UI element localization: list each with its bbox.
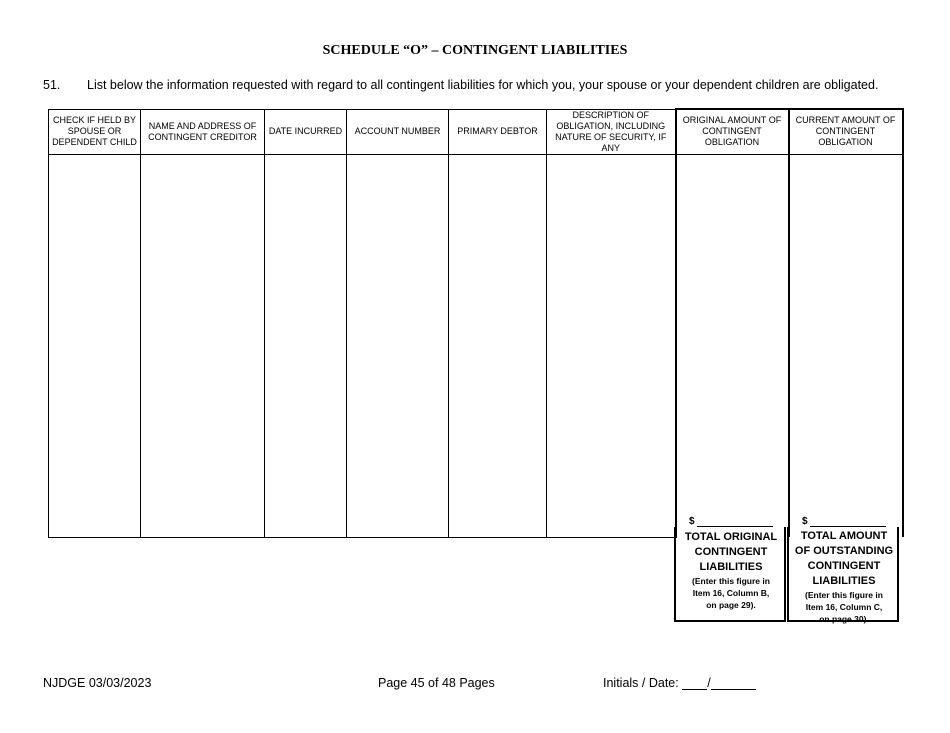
- col-header-original-amount: ORIGINAL AMOUNT OF CONTINGENT OBLIGATION: [676, 109, 789, 154]
- initials-field[interactable]: [682, 677, 707, 690]
- cell-creditor[interactable]: [141, 154, 265, 537]
- label-line: OF OUTSTANDING: [794, 545, 894, 557]
- initials-date: [603, 676, 756, 690]
- page-title: SCHEDULE “O” – CONTINGENT LIABILITIES: [322, 43, 628, 58]
- cell-description[interactable]: [547, 154, 676, 537]
- col-header-creditor: NAME AND ADDRESS OF CONTINGENT CREDITOR: [141, 109, 265, 154]
- total-original-amount-line[interactable]: [689, 516, 773, 527]
- total-current-field[interactable]: [810, 517, 886, 527]
- col-header-account-number: ACCOUNT NUMBER: [347, 109, 449, 154]
- cell-original-amount[interactable]: [676, 154, 789, 537]
- cell-current-amount[interactable]: [789, 154, 903, 537]
- label-line: CONTINGENT: [694, 546, 768, 558]
- label-note: (Enter this figure in: [692, 576, 770, 586]
- table-row: [49, 154, 903, 537]
- col-header-date-incurred: DATE INCURRED: [265, 109, 347, 154]
- table-header-row: [49, 109, 903, 154]
- dollar-sign: $: [689, 516, 695, 527]
- total-current-amount-line[interactable]: [802, 516, 886, 527]
- col-header-held-by-spouse: CHECK IF HELD BY SPOUSE OR DEPENDENT CHILD: [49, 109, 141, 154]
- label-line: LIABILITIES: [699, 561, 763, 573]
- contingent-liabilities-table: [48, 108, 904, 538]
- form-id: NJDGE 03/03/2023: [43, 676, 152, 690]
- col-header-current-amount: CURRENT AMOUNT OF CONTINGENT OBLIGATION: [789, 109, 903, 154]
- col-header-primary-debtor: PRIMARY DEBTOR: [449, 109, 547, 154]
- label-note: on page 29).: [706, 600, 756, 610]
- date-field[interactable]: [711, 677, 756, 690]
- label-line: CONTINGENT: [807, 560, 881, 572]
- cell-held-by-spouse[interactable]: [49, 154, 141, 537]
- total-original-label: [676, 530, 786, 611]
- total-original-field[interactable]: [697, 517, 773, 527]
- initials-separator: /: [707, 676, 711, 690]
- total-current-label: [789, 529, 899, 625]
- label-note: (Enter this figure in: [805, 590, 883, 600]
- label-note: on page 30).: [819, 614, 869, 624]
- initials-label: Initials / Date:: [603, 676, 679, 690]
- question-text: List below the information requested with regard to all contingent liabilities for which you, your spouse or your dependent children are obligated.: [87, 78, 879, 92]
- label-line: LIABILITIES: [812, 575, 876, 587]
- cell-date-incurred[interactable]: [265, 154, 347, 537]
- label-note: Item 16, Column B,: [692, 588, 770, 598]
- page-number: Page 45 of 48 Pages: [378, 676, 495, 690]
- cell-account-number[interactable]: [347, 154, 449, 537]
- col-header-description: DESCRIPTION OF OBLIGATION, INCLUDING NATURE OF SECURITY, IF ANY: [547, 109, 676, 154]
- label-line: TOTAL AMOUNT: [800, 530, 888, 542]
- dollar-sign: $: [802, 516, 808, 527]
- label-note: Item 16, Column C,: [805, 602, 883, 612]
- cell-primary-debtor[interactable]: [449, 154, 547, 537]
- label-line: TOTAL ORIGINAL: [684, 531, 778, 543]
- question-number: 51.: [43, 78, 61, 92]
